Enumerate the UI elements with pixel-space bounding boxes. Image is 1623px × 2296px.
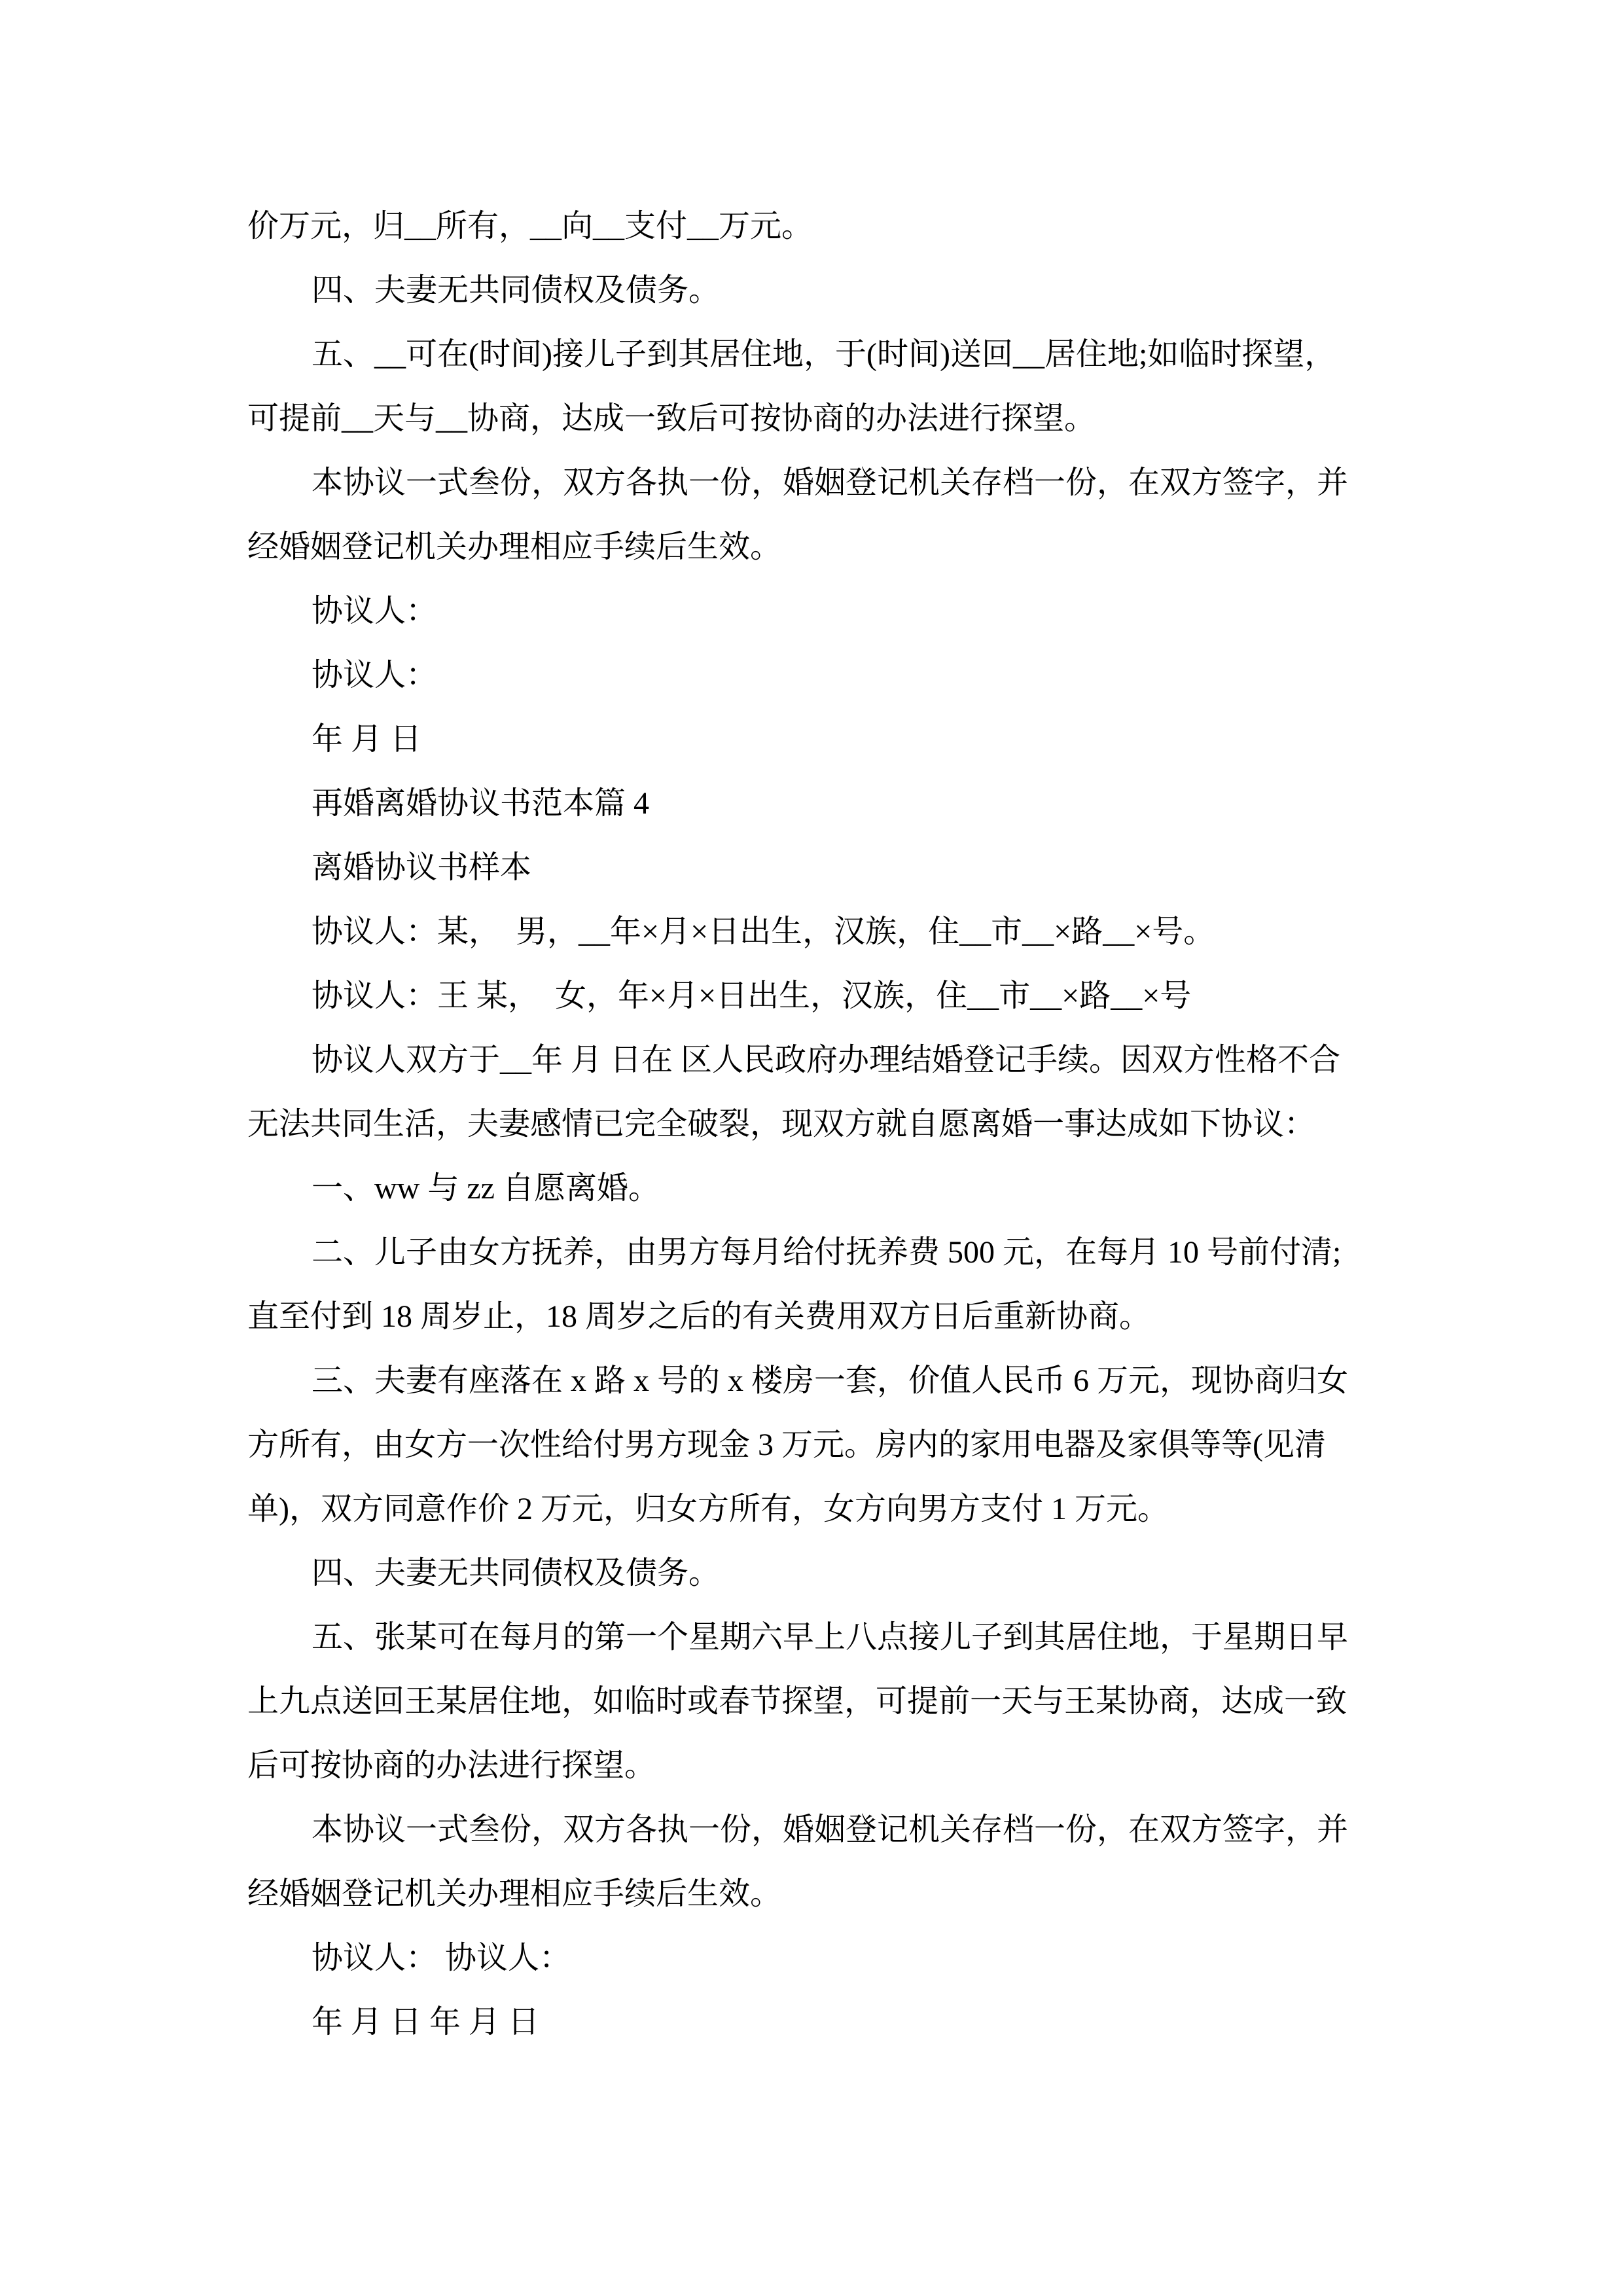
document-line: 经婚姻登记机关办理相应手续后生效。 <box>247 529 782 564</box>
document-line: 可提前__天与__协商，达成一致后可按协商的办法进行探望。 <box>247 401 1096 436</box>
document-line: 后可按协商的办法进行探望。 <box>247 1748 656 1783</box>
document-line: 无法共同生活，夫妻感情已完全破裂，现双方就自愿离婚一事达成如下协议： <box>247 1107 1316 1141</box>
document-line: 二、儿子由女方抚养，由男方每月给付抚养费 500 元，在每月 10 号前付清; <box>312 1235 1342 1270</box>
document-line: 协议人：某， 男，__年×月×日出生，汉族，住__市__×路__×号。 <box>312 914 1215 949</box>
document-line: 五、张某可在每月的第一个星期六早上八点接儿子到其居住地，于星期日早 <box>312 1620 1349 1655</box>
document-line: 年 月 日 年 月 日 <box>312 2005 540 2039</box>
document-line: 协议人： <box>312 594 438 628</box>
document-line: 五、__可在(时间)接儿子到其居住地，于(时间)送回__居住地;如临时探望， <box>312 337 1336 372</box>
document-line: 直至付到 18 周岁止，18 周岁之后的有关费用双方日后重新协商。 <box>247 1299 1151 1334</box>
document-line: 经婚姻登记机关办理相应手续后生效。 <box>247 1876 782 1911</box>
document-line: 三、夫妻有座落在 x 路 x 号的 x 楼房一套，价值人民币 6 万元，现协商归女 <box>312 1363 1349 1398</box>
document-line: 协议人： <box>312 658 438 692</box>
document-line: 四、夫妻无共同债权及债务。 <box>312 1556 721 1590</box>
document-line: 协议人双方于__年 月 日在 区人民政府办理结婚登记手续。因双方性格不合 <box>312 1043 1341 1077</box>
document-line: 再婚离婚协议书范本篇 4 <box>312 786 650 821</box>
document-line: 方所有，由女方一次性给付男方现金 3 万元。房内的家用电器及家俱等等(见清 <box>247 1427 1326 1462</box>
document-line: 年 月 日 <box>312 722 422 757</box>
document-line: 价万元，归__所有，__向__支付__万元。 <box>247 209 813 243</box>
document-line: 协议人：王 某， 女，年×月×日出生，汉族，住__市__×路__×号 <box>312 978 1192 1013</box>
document-line: 四、夫妻无共同债权及债务。 <box>312 273 721 308</box>
document-line: 单)，双方同意作价 2 万元，归女方所有，女方向男方支付 1 万元。 <box>247 1492 1169 1526</box>
document-line: 本协议一式叁份，双方各执一份，婚姻登记机关存档一份，在双方签字，并 <box>312 465 1349 500</box>
document-line: 上九点送回王某居住地，如临时或春节探望，可提前一天与王某协商，达成一致 <box>247 1684 1347 1719</box>
document-body <box>247 194 1425 2054</box>
document-line: 离婚协议书样本 <box>312 850 532 885</box>
document-line: 本协议一式叁份，双方各执一份，婚姻登记机关存档一份，在双方签字，并 <box>312 1812 1349 1847</box>
document-line: 协议人： 协议人： <box>312 1941 571 1975</box>
document-line: 一、ww 与 zz 自愿离婚。 <box>312 1171 660 1206</box>
